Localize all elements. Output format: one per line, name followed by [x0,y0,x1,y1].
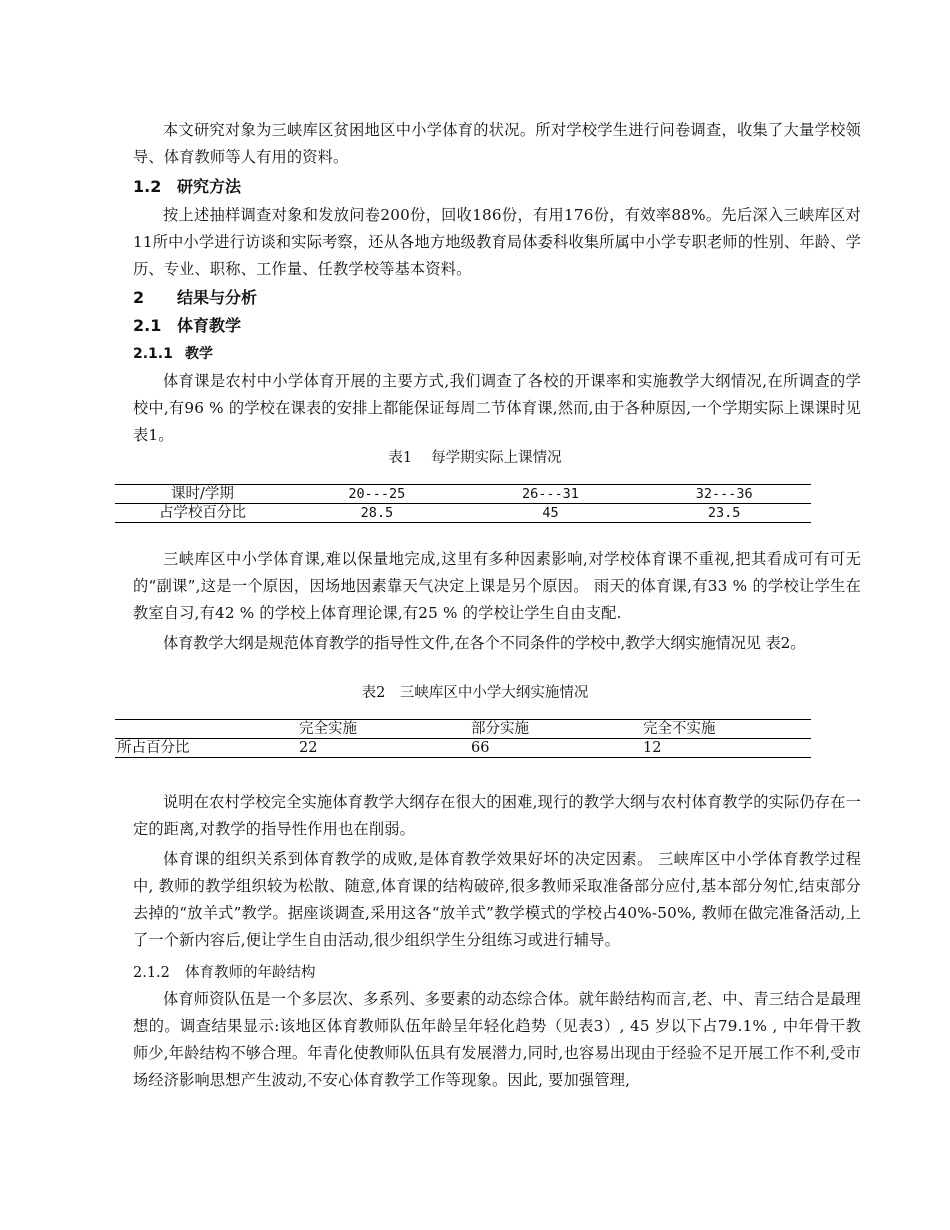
table-cell: 22 [299,740,318,756]
table-cell [115,720,297,739]
heading-number: 2.1.2 [133,965,170,981]
heading-1-2 [133,174,241,197]
heading-text: 体育教师的年龄结构 [185,965,316,981]
heading-text: 研究方法 [177,177,242,196]
table2 [115,719,811,758]
table-cell: 20---25 [290,485,464,504]
heading-text: 结果与分析 [177,288,258,307]
table-cell: 12 [643,740,662,756]
heading-2 [133,285,257,308]
paragraph-teaching-5: 体育课的组织关系到体育教学的成败,是体育教学效果好坏的决定因素。 三峡库区中小学体育教学过程中, 教师的教学组织较为松散、随意,体育课的结构破碎,很多教师采取准备部分应付,基本部分匆忙,结束部分去掉的“放羊式”教学。据座谈调查,采用这各“放羊式”教学模式的学校占40%-50%, 教师在做完准备活动,上了一个新内容后,便让学生自由活动,很少组织学生分组练习或进行辅导。 [133,850,861,949]
table-row [115,720,811,739]
paragraph-methods: 按上述抽样调查对象和发放问卷200份，回收186份，有用176份，有效率88%。先后深入三峡库区对11所中小学进行访谈和实际考察，还从各地方地级教育局体委科收集所属中小学专职老师的性别、年龄、学历、专业、职称、工作量、任教学校等基本资料。 [133,206,861,278]
table-cell: 占学校百分比 [159,505,246,521]
table-cell: 66 [471,740,490,756]
heading-2-1 [133,313,241,336]
table1-caption: 表1 每学期实际上课情况 [388,450,562,466]
table1 [115,484,811,523]
heading-number: 1.2 [133,177,162,196]
table-cell: 45 [542,505,559,521]
paragraph-teaching-3: 体育教学大纲是规范体育教学的指导性文件,在各个不同条件的学校中,教学大纲实施情况见 表2。 [163,634,806,652]
table-cell: 所占百分比 [117,740,190,756]
table-cell: 32---36 [637,485,811,504]
heading-number: 2.1.1 [133,346,173,362]
paragraph-age-1: 体育师资队伍是一个多层次、多系列、多要素的动态综合体。就年龄结构而言,老、中、青三结合是最理想的。调查结果显示:该地区体育教师队伍年龄呈年轻化趋势（见表3）, 45 岁以下占79.1% , 中年骨干教师少,年龄结构不够合理。年青化使教师队伍具有发展潜力,同时,也容易出现由于经验不足开展工作不利,受市场经济影响思想产生波动,不安心体育教学工作等现象。因此, 要加强管理, [133,990,861,1089]
heading-number: 2 [133,288,145,307]
paragraph-teaching-2: 三峡库区中小学体育课,难以保量地完成,这里有多种因素影响,对学校体育课不重视,把其看成可有可无的“副课”,这是一个原因，因场地因素靠天气决定上课是另个原因。 雨天的体育课,有33 % 的学校让学生在教室自习,有42 % 的学校上体育理论课,有25 % 的学校让学生自由支配. [133,550,861,622]
paragraph-teaching-4: 说明在农村学校完全实施体育教学大纲存在很大的困难,现行的教学大纲与农村体育教学的实际仍存在一定的距离,对教学的指导性作用也在削弱。 [133,793,861,838]
table-cell: 28.5 [360,505,394,521]
table-cell: 26---31 [464,485,638,504]
table-cell: 完全不实施 [641,720,811,739]
table-row [115,485,811,504]
paragraph-teaching-1: 体育课是农村中小学体育开展的主要方式,我们调查了各校的开课率和实施教学大纲情况,在所调查的学校中,有96 % 的学校在课表的安排上都能保证每周二节体育课,然而,由于各种原因,一个学期实际上课课时见 表1。 [133,372,861,444]
table-cell: 23.5 [707,505,741,521]
table2-caption: 表2 三峡库区中小学大纲实施情况 [361,685,589,701]
table-cell: 课时/学期 [115,485,290,504]
heading-number: 2.1 [133,316,162,335]
table-cell: 部分实施 [469,720,641,739]
heading-text: 体育教学 [177,316,242,335]
heading-2-1-2 [133,961,316,982]
table-row [115,739,811,758]
paragraph-intro: 本文研究对象为三峡库区贫困地区中小学体育的状况。所对学校学生进行问卷调查，收集了大量学校领导、体育教师等人有用的资料。 [133,121,861,166]
heading-text: 教学 [185,346,213,362]
heading-2-1-1 [133,343,213,363]
table-cell: 完全实施 [297,720,469,739]
table-row [115,504,811,523]
